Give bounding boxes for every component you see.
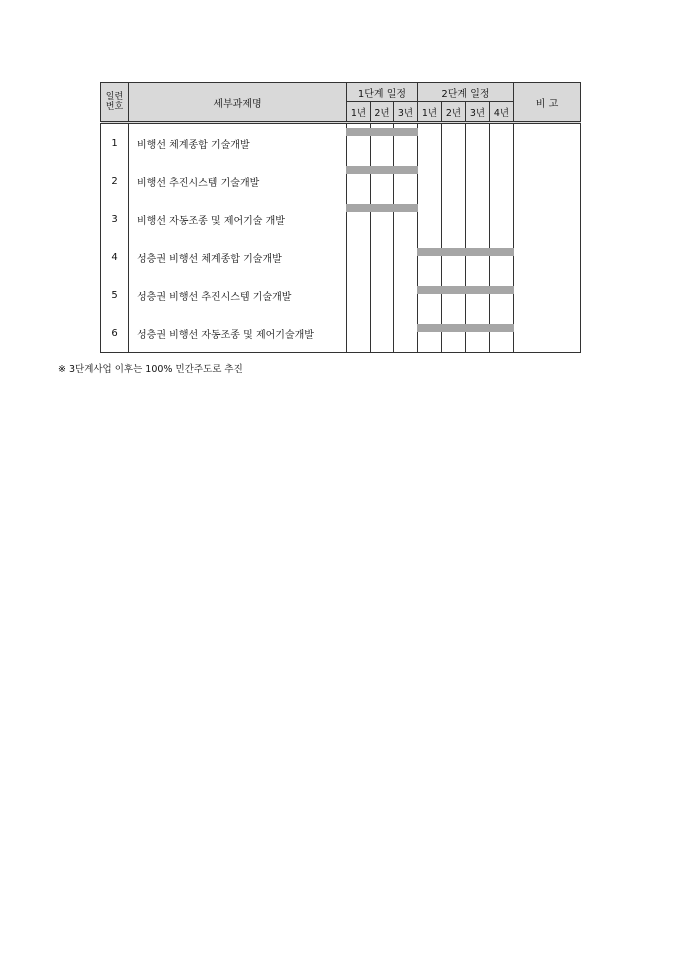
schedule-bar [393,128,418,136]
schedule-bar [346,166,371,174]
header-serial-number-line2: 번호 [105,102,124,112]
schedule-cell [418,314,442,353]
schedule-cell [418,162,442,200]
schedule-cell [347,200,371,238]
schedule-bar [489,286,514,294]
header-phase1: 1단계 일정 [347,83,418,102]
row-number: 6 [101,314,129,353]
schedule-cell [371,162,394,200]
schedule-cell [418,238,442,276]
note-cell [514,162,581,200]
schedule-bar [489,248,514,256]
table-row [101,314,581,353]
note-cell [514,123,581,163]
row-number: 3 [101,200,129,238]
schedule-cell [466,314,490,353]
schedule-cell [442,162,466,200]
schedule-bar [346,204,371,212]
header-serial-number-line1: 일련 [105,92,124,102]
schedule-cell [442,123,466,163]
header-task-title: 세부과제명 [129,83,347,123]
schedule-bar [346,128,371,136]
note-cell [514,238,581,276]
schedule-cell [347,314,371,353]
schedule-cell [394,276,418,314]
task-title: 성층권 비행선 체계종합 기술개발 [129,238,347,276]
schedule-cell [490,238,514,276]
schedule-cell [394,123,418,163]
table-row [101,200,581,238]
task-title: 비행선 체계종합 기술개발 [129,123,347,163]
schedule-cell [442,314,466,353]
schedule-cell [490,200,514,238]
schedule-cell [371,123,394,163]
row-number: 2 [101,162,129,200]
header-serial-number [101,83,129,123]
task-title: 성층권 비행선 추진시스템 기술개발 [129,276,347,314]
schedule-cell [347,123,371,163]
schedule-cell [466,276,490,314]
note-cell [514,276,581,314]
row-number: 4 [101,238,129,276]
task-title: 성층권 비행선 자동조종 및 제어기술개발 [129,314,347,353]
note-cell [514,314,581,353]
header-year: 2년 [371,102,394,123]
schedule-bar [489,324,514,332]
table-row [101,276,581,314]
schedule-bar [370,128,394,136]
schedule-cell [490,123,514,163]
schedule-cell [466,162,490,200]
schedule-bar [417,286,442,294]
task-title: 비행선 자동조종 및 제어기술 개발 [129,200,347,238]
header-note: 비 고 [514,83,581,123]
table-row [101,238,581,276]
schedule-bar [465,324,490,332]
schedule-cell [371,314,394,353]
schedule-cell [442,276,466,314]
header-year: 2년 [442,102,466,123]
note-cell [514,200,581,238]
header-year: 3년 [466,102,490,123]
schedule-cell [442,200,466,238]
header-phase2: 2단계 일정 [418,83,514,102]
footnote: ※ 3단계사업 이후는 100% 민간주도로 추진 [58,364,243,375]
schedule-bar [370,204,394,212]
header-year: 3년 [394,102,418,123]
schedule-cell [490,162,514,200]
schedule-cell [418,276,442,314]
table-row [101,162,581,200]
header-year: 4년 [490,102,514,123]
schedule-cell [394,200,418,238]
schedule-bar [370,166,394,174]
schedule-bar [393,166,418,174]
schedule-bar [441,248,466,256]
row-number: 1 [101,123,129,163]
schedule-bar [465,286,490,294]
schedule-table [100,82,581,353]
schedule-cell [371,200,394,238]
schedule-bar [441,286,466,294]
schedule-cell [490,314,514,353]
table-row [101,123,581,163]
schedule-bar [441,324,466,332]
schedule-bar [417,248,442,256]
schedule-cell [394,162,418,200]
schedule-cell [347,238,371,276]
schedule-cell [466,200,490,238]
schedule-cell [347,276,371,314]
schedule-cell [347,162,371,200]
schedule-cell [394,314,418,353]
schedule-cell [418,200,442,238]
schedule-cell [371,238,394,276]
schedule-cell [418,123,442,163]
header-year: 1년 [418,102,442,123]
schedule-bar [393,204,418,212]
schedule-bar [465,248,490,256]
schedule-bar [417,324,442,332]
schedule-cell [442,238,466,276]
schedule-cell [490,276,514,314]
schedule-cell [466,238,490,276]
schedule-cell [466,123,490,163]
header-year: 1년 [347,102,371,123]
task-title: 비행선 추진시스템 기술개발 [129,162,347,200]
schedule-cell [371,276,394,314]
schedule-cell [394,238,418,276]
row-number: 5 [101,276,129,314]
